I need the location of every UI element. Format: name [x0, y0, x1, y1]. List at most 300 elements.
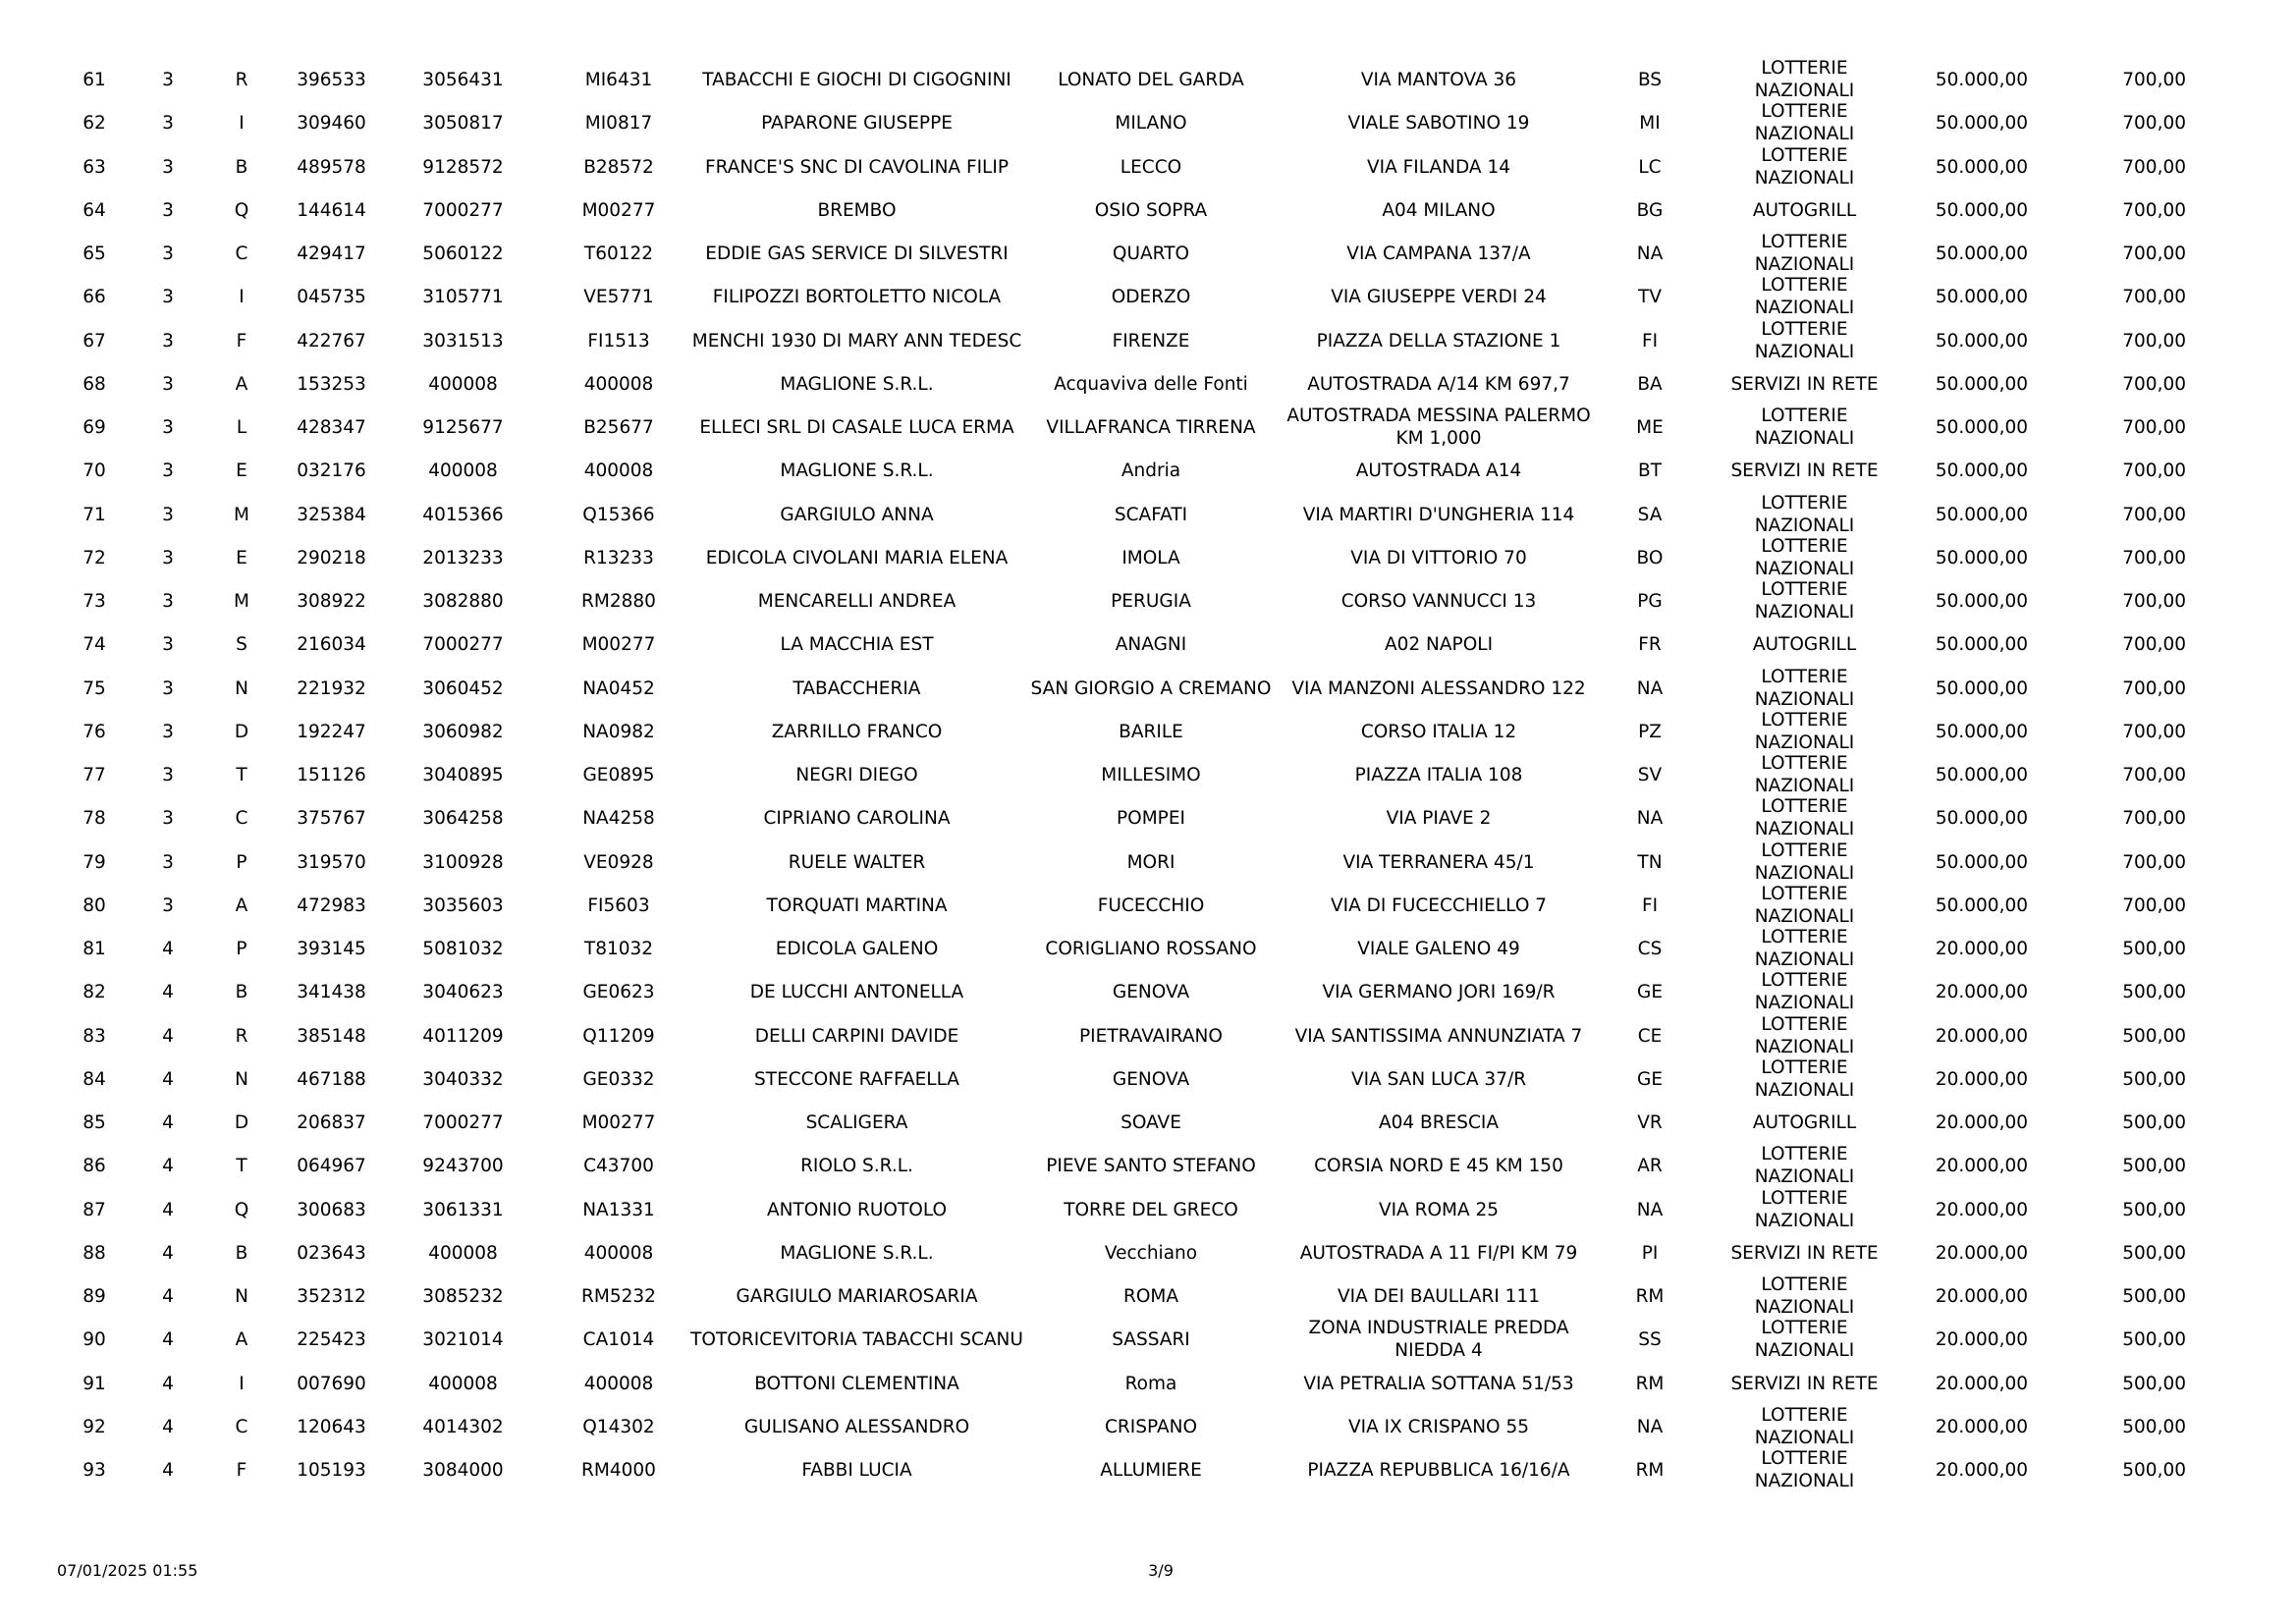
- series-cell: A: [235, 1328, 248, 1350]
- city-cell: GENOVA: [1112, 1068, 1190, 1090]
- province-cell: SS: [1638, 1328, 1662, 1350]
- address-cell: VIA GIUSEPPE VERDI 24: [1331, 286, 1547, 307]
- ticket-number-cell: 300683: [297, 1199, 366, 1220]
- city-cell: MILANO: [1115, 112, 1187, 134]
- address-cell: CORSO VANNUCCI 13: [1340, 590, 1537, 612]
- row-number-cell: 63: [82, 156, 106, 178]
- commission-cell: 500,00: [2122, 938, 2186, 959]
- address-cell: VIALE GALENO 49: [1357, 938, 1520, 959]
- retailer-id-cell: 400008: [428, 373, 498, 395]
- retailer-id-cell: 3060452: [422, 677, 504, 699]
- row-number-cell: 73: [82, 590, 106, 612]
- address-cell: VIA DEI BAULLARI 111: [1337, 1285, 1540, 1307]
- retailer-name-cell: ANTONIO RUOTOLO: [766, 1199, 948, 1220]
- province-cell: LC: [1638, 156, 1662, 178]
- prize-amount-cell: 50.000,00: [1935, 330, 2028, 352]
- ticket-number-cell: 472983: [297, 894, 366, 916]
- group-cell: 3: [162, 677, 174, 699]
- channel-type-cell: LOTTERIE NAZIONALI: [1754, 101, 1855, 144]
- address-cell: A02 NAPOLI: [1384, 633, 1494, 655]
- series-cell: N: [235, 1068, 248, 1090]
- ticket-number-cell: 216034: [297, 633, 366, 655]
- prize-amount-cell: 50.000,00: [1935, 590, 2028, 612]
- channel-type-cell: SERVIZI IN RETE: [1730, 1242, 1879, 1264]
- commission-cell: 500,00: [2122, 1068, 2186, 1090]
- table-row: [0, 710, 2296, 753]
- city-cell: SOAVE: [1121, 1111, 1181, 1133]
- province-cell: SV: [1637, 764, 1663, 785]
- retailer-code-cell: 400008: [583, 373, 654, 395]
- commission-cell: 500,00: [2122, 1459, 2186, 1481]
- province-cell: GE: [1636, 1068, 1664, 1090]
- retailer-id-cell: 4011209: [422, 1025, 504, 1047]
- ticket-number-cell: 325384: [297, 504, 366, 525]
- city-cell: IMOLA: [1121, 547, 1180, 568]
- table-row: [0, 1188, 2296, 1231]
- ticket-number-cell: 045735: [297, 286, 366, 307]
- row-number-cell: 93: [82, 1459, 106, 1481]
- series-cell: N: [235, 1285, 248, 1307]
- table-row: [0, 1405, 2296, 1448]
- row-number-cell: 64: [82, 199, 106, 221]
- address-cell: AUTOSTRADA MESSINA PALERMO KM 1,000: [1286, 406, 1591, 449]
- retailer-id-cell: 3050817: [422, 112, 504, 134]
- series-cell: R: [235, 69, 248, 90]
- province-cell: CS: [1637, 938, 1663, 959]
- group-cell: 4: [162, 1068, 174, 1090]
- series-cell: F: [236, 330, 247, 352]
- province-cell: BO: [1636, 547, 1664, 568]
- prize-amount-cell: 20.000,00: [1935, 1155, 2028, 1176]
- group-cell: 3: [162, 764, 174, 785]
- ticket-number-cell: 064967: [297, 1155, 366, 1176]
- series-cell: E: [236, 547, 247, 568]
- province-cell: FR: [1638, 633, 1662, 655]
- group-cell: 3: [162, 69, 174, 90]
- ticket-number-cell: 225423: [297, 1328, 366, 1350]
- ticket-number-cell: 467188: [297, 1068, 366, 1090]
- retailer-name-cell: RUELE WALTER: [788, 851, 926, 873]
- row-number-cell: 91: [82, 1373, 106, 1394]
- ticket-number-cell: 393145: [297, 938, 366, 959]
- retailer-name-cell: MENCHI 1930 DI MARY ANN TEDESC: [691, 330, 1022, 352]
- retailer-code-cell: B28572: [583, 156, 654, 178]
- retailer-code-cell: M00277: [581, 633, 656, 655]
- table-row: [0, 58, 2296, 101]
- province-cell: NA: [1636, 807, 1664, 829]
- retailer-code-cell: GE0332: [582, 1068, 655, 1090]
- prize-amount-cell: 50.000,00: [1935, 199, 2028, 221]
- ticket-number-cell: 105193: [297, 1459, 366, 1481]
- row-number-cell: 82: [82, 981, 106, 1002]
- address-cell: VIA MANTOVA 36: [1360, 69, 1517, 90]
- table-row: [0, 927, 2296, 970]
- retailer-name-cell: MENCARELLI ANDREA: [757, 590, 957, 612]
- ticket-number-cell: 428347: [297, 416, 366, 438]
- channel-type-cell: LOTTERIE NAZIONALI: [1754, 1448, 1855, 1491]
- table-row: [0, 1014, 2296, 1057]
- table-row: [0, 101, 2296, 144]
- city-cell: Andria: [1121, 460, 1181, 481]
- province-cell: TV: [1638, 286, 1662, 307]
- ticket-number-cell: 396533: [297, 69, 366, 90]
- retailer-id-cell: 3084000: [422, 1459, 504, 1481]
- retailer-id-cell: 7000277: [422, 1111, 504, 1133]
- retailer-name-cell: NEGRI DIEGO: [795, 764, 918, 785]
- group-cell: 4: [162, 1285, 174, 1307]
- ticket-number-cell: 319570: [297, 851, 366, 873]
- retailer-id-cell: 3085232: [422, 1285, 504, 1307]
- commission-cell: 500,00: [2122, 1111, 2186, 1133]
- retailer-name-cell: TABACCHERIA: [793, 677, 921, 699]
- retailer-name-cell: BREMBO: [817, 199, 897, 221]
- group-cell: 4: [162, 1155, 174, 1176]
- prize-amount-cell: 20.000,00: [1935, 1199, 2028, 1220]
- commission-cell: 500,00: [2122, 1155, 2186, 1176]
- commission-cell: 500,00: [2122, 1242, 2186, 1264]
- address-cell: VIA DI VITTORIO 70: [1350, 547, 1527, 568]
- row-number-cell: 83: [82, 1025, 106, 1047]
- table-row: [0, 753, 2296, 796]
- retailer-id-cell: 400008: [428, 1373, 498, 1394]
- series-cell: T: [236, 1155, 247, 1176]
- address-cell: PIAZZA REPUBBLICA 16/16/A: [1307, 1459, 1570, 1481]
- province-cell: RM: [1635, 1373, 1665, 1394]
- address-cell: CORSIA NORD E 45 KM 150: [1314, 1155, 1563, 1176]
- ticket-number-cell: 489578: [297, 156, 366, 178]
- channel-type-cell: LOTTERIE NAZIONALI: [1754, 710, 1855, 753]
- commission-cell: 700,00: [2122, 547, 2186, 568]
- retailer-id-cell: 4014302: [422, 1416, 504, 1437]
- retailer-id-cell: 3040623: [422, 981, 504, 1002]
- channel-type-cell: LOTTERIE NAZIONALI: [1754, 319, 1855, 362]
- commission-cell: 700,00: [2122, 851, 2186, 873]
- address-cell: VIALE SABOTINO 19: [1347, 112, 1530, 134]
- address-cell: VIA PETRALIA SOTTANA 51/53: [1303, 1373, 1574, 1394]
- channel-type-cell: LOTTERIE NAZIONALI: [1754, 58, 1855, 101]
- province-cell: CE: [1637, 1025, 1663, 1047]
- city-cell: GENOVA: [1112, 981, 1190, 1002]
- commission-cell: 700,00: [2122, 633, 2186, 655]
- address-cell: VIA SAN LUCA 37/R: [1350, 1068, 1527, 1090]
- retailer-name-cell: GARGIULO MARIAROSARIA: [736, 1285, 978, 1307]
- ticket-number-cell: 192247: [297, 721, 366, 742]
- row-number-cell: 89: [82, 1285, 106, 1307]
- prize-amount-cell: 20.000,00: [1935, 1242, 2028, 1264]
- city-cell: QUARTO: [1112, 243, 1190, 264]
- channel-type-cell: LOTTERIE NAZIONALI: [1754, 753, 1855, 796]
- table-row: [0, 1057, 2296, 1101]
- retailer-id-cell: 3035603: [422, 894, 504, 916]
- table-row: [0, 319, 2296, 362]
- retailer-id-cell: 5060122: [422, 243, 504, 264]
- city-cell: SCAFATI: [1114, 504, 1188, 525]
- ticket-number-cell: 120643: [297, 1416, 366, 1437]
- table-row: [0, 275, 2296, 318]
- table-row: [0, 232, 2296, 275]
- retailer-code-cell: 400008: [583, 1242, 654, 1264]
- series-cell: C: [235, 807, 248, 829]
- group-cell: 3: [162, 416, 174, 438]
- city-cell: SASSARI: [1112, 1328, 1190, 1350]
- retailer-id-cell: 5081032: [422, 938, 504, 959]
- retailer-code-cell: FI1513: [587, 330, 650, 352]
- series-cell: S: [236, 633, 247, 655]
- ticket-number-cell: 309460: [297, 112, 366, 134]
- series-cell: A: [235, 894, 248, 916]
- table-row: [0, 623, 2296, 666]
- channel-type-cell: LOTTERIE NAZIONALI: [1754, 406, 1855, 449]
- row-number-cell: 66: [82, 286, 106, 307]
- retailer-id-cell: 3040332: [422, 1068, 504, 1090]
- prize-amount-cell: 50.000,00: [1935, 416, 2028, 438]
- channel-type-cell: LOTTERIE NAZIONALI: [1754, 884, 1855, 927]
- address-cell: AUTOSTRADA A/14 KM 697,7: [1307, 373, 1570, 395]
- prize-amount-cell: 50.000,00: [1935, 547, 2028, 568]
- retailer-name-cell: EDDIE GAS SERVICE DI SILVESTRI: [705, 243, 1009, 264]
- table-row: [0, 1144, 2296, 1187]
- prize-amount-cell: 20.000,00: [1935, 1285, 2028, 1307]
- group-cell: 3: [162, 243, 174, 264]
- retailer-code-cell: M00277: [581, 1111, 656, 1133]
- channel-type-cell: AUTOGRILL: [1752, 633, 1857, 655]
- address-cell: VIA MARTIRI D'UNGHERIA 114: [1302, 504, 1575, 525]
- series-cell: N: [235, 677, 248, 699]
- province-cell: PG: [1637, 590, 1663, 612]
- province-cell: GE: [1636, 981, 1664, 1002]
- commission-cell: 700,00: [2122, 894, 2186, 916]
- channel-type-cell: LOTTERIE NAZIONALI: [1754, 970, 1855, 1013]
- commission-cell: 500,00: [2122, 981, 2186, 1002]
- group-cell: 3: [162, 460, 174, 481]
- group-cell: 4: [162, 938, 174, 959]
- prize-amount-cell: 50.000,00: [1935, 851, 2028, 873]
- retailer-id-cell: 400008: [428, 1242, 498, 1264]
- commission-cell: 700,00: [2122, 807, 2186, 829]
- group-cell: 3: [162, 894, 174, 916]
- group-cell: 3: [162, 504, 174, 525]
- province-cell: BA: [1637, 373, 1663, 395]
- retailer-code-cell: CA1014: [582, 1328, 655, 1350]
- retailer-name-cell: ELLECI SRL DI CASALE LUCA ERMA: [699, 416, 1014, 438]
- ticket-number-cell: 007690: [297, 1373, 366, 1394]
- retailer-name-cell: FILIPOZZI BORTOLETTO NICOLA: [712, 286, 1002, 307]
- retailer-code-cell: Q14302: [582, 1416, 655, 1437]
- city-cell: PIETRAVAIRANO: [1079, 1025, 1223, 1047]
- table-row: [0, 1362, 2296, 1405]
- province-cell: RM: [1635, 1285, 1665, 1307]
- series-cell: D: [234, 721, 249, 742]
- address-cell: PIAZZA DELLA STAZIONE 1: [1316, 330, 1561, 352]
- province-cell: VR: [1637, 1111, 1663, 1133]
- series-cell: B: [235, 156, 248, 178]
- row-number-cell: 71: [82, 504, 106, 525]
- retailer-code-cell: 400008: [583, 1373, 654, 1394]
- city-cell: CORIGLIANO ROSSANO: [1045, 938, 1257, 959]
- commission-cell: 700,00: [2122, 416, 2186, 438]
- prize-amount-cell: 20.000,00: [1935, 1373, 2028, 1394]
- table-row: [0, 884, 2296, 927]
- city-cell: ROMA: [1122, 1285, 1179, 1307]
- retailer-name-cell: FABBI LUCIA: [801, 1459, 912, 1481]
- retailer-id-cell: 3060982: [422, 721, 504, 742]
- address-cell: CORSO ITALIA 12: [1360, 721, 1517, 742]
- prize-amount-cell: 50.000,00: [1935, 504, 2028, 525]
- group-cell: 4: [162, 1416, 174, 1437]
- retailer-id-cell: 3040895: [422, 764, 504, 785]
- city-cell: ANAGNI: [1115, 633, 1187, 655]
- city-cell: ODERZO: [1111, 286, 1191, 307]
- row-number-cell: 79: [82, 851, 106, 873]
- ticket-number-cell: 341438: [297, 981, 366, 1002]
- row-number-cell: 86: [82, 1155, 106, 1176]
- retailer-name-cell: MAGLIONE S.R.L.: [780, 373, 934, 395]
- commission-cell: 700,00: [2122, 504, 2186, 525]
- city-cell: MILLESIMO: [1101, 764, 1201, 785]
- retailer-name-cell: STECCONE RAFFAELLA: [754, 1068, 959, 1090]
- group-cell: 3: [162, 330, 174, 352]
- retailer-id-cell: 3021014: [422, 1328, 504, 1350]
- group-cell: 4: [162, 1328, 174, 1350]
- address-cell: PIAZZA ITALIA 108: [1354, 764, 1523, 785]
- ticket-number-cell: 144614: [297, 199, 366, 221]
- retailer-id-cell: 2013233: [422, 547, 504, 568]
- retailer-code-cell: 400008: [583, 460, 654, 481]
- series-cell: Q: [234, 1199, 249, 1220]
- ticket-number-cell: 385148: [297, 1025, 366, 1047]
- channel-type-cell: AUTOGRILL: [1752, 199, 1857, 221]
- ticket-number-cell: 221932: [297, 677, 366, 699]
- series-cell: F: [236, 1459, 247, 1481]
- province-cell: TN: [1637, 851, 1663, 873]
- channel-type-cell: LOTTERIE NAZIONALI: [1754, 1318, 1855, 1361]
- retailer-name-cell: TOTORICEVITORIA TABACCHI SCANU: [690, 1328, 1023, 1350]
- retailer-id-cell: 4015366: [422, 504, 504, 525]
- retailer-code-cell: MI0817: [584, 112, 653, 134]
- city-cell: FIRENZE: [1112, 330, 1190, 352]
- province-cell: NA: [1636, 677, 1664, 699]
- group-cell: 4: [162, 1025, 174, 1047]
- table-row: [0, 406, 2296, 449]
- ticket-number-cell: 375767: [297, 807, 366, 829]
- channel-type-cell: AUTOGRILL: [1752, 1111, 1857, 1133]
- province-cell: FI: [1641, 330, 1659, 352]
- retailer-code-cell: RM2880: [581, 590, 656, 612]
- prize-amount-cell: 50.000,00: [1935, 69, 2028, 90]
- group-cell: 3: [162, 373, 174, 395]
- footer-timestamp: 07/01/2025 01:55: [57, 1561, 198, 1580]
- group-cell: 4: [162, 1242, 174, 1264]
- series-cell: M: [234, 590, 249, 612]
- retailer-id-cell: 3082880: [422, 590, 504, 612]
- table-row: [0, 362, 2296, 406]
- row-number-cell: 62: [82, 112, 106, 134]
- prize-amount-cell: 50.000,00: [1935, 156, 2028, 178]
- city-cell: POMPEI: [1117, 807, 1185, 829]
- city-cell: ALLUMIERE: [1100, 1459, 1202, 1481]
- row-number-cell: 69: [82, 416, 106, 438]
- prize-amount-cell: 20.000,00: [1935, 1111, 2028, 1133]
- retailer-name-cell: MAGLIONE S.R.L.: [780, 1242, 934, 1264]
- row-number-cell: 87: [82, 1199, 106, 1220]
- province-cell: NA: [1636, 1199, 1664, 1220]
- retailer-id-cell: 3031513: [422, 330, 504, 352]
- group-cell: 3: [162, 851, 174, 873]
- province-cell: NA: [1636, 243, 1664, 264]
- prize-amount-cell: 50.000,00: [1935, 894, 2028, 916]
- table-row: [0, 145, 2296, 189]
- row-number-cell: 78: [82, 807, 106, 829]
- retailer-name-cell: DELLI CARPINI DAVIDE: [754, 1025, 959, 1047]
- retailer-name-cell: FRANCE'S SNC DI CAVOLINA FILIP: [705, 156, 1009, 178]
- retailer-id-cell: 7000277: [422, 633, 504, 655]
- address-cell: VIA FILANDA 14: [1367, 156, 1510, 178]
- retailer-code-cell: VE5771: [583, 286, 654, 307]
- retailer-code-cell: NA4258: [582, 807, 655, 829]
- commission-cell: 700,00: [2122, 373, 2186, 395]
- channel-type-cell: LOTTERIE NAZIONALI: [1754, 840, 1855, 884]
- city-cell: Vecchiano: [1104, 1242, 1198, 1264]
- table-row: [0, 970, 2296, 1013]
- retailer-id-cell: 9243700: [422, 1155, 504, 1176]
- series-cell: R: [235, 1025, 248, 1047]
- channel-type-cell: LOTTERIE NAZIONALI: [1754, 1405, 1855, 1448]
- retailer-code-cell: NA0982: [582, 721, 655, 742]
- prize-amount-cell: 50.000,00: [1935, 286, 2028, 307]
- retailer-code-cell: C43700: [583, 1155, 654, 1176]
- table-row: [0, 840, 2296, 884]
- retailer-code-cell: T81032: [583, 938, 654, 959]
- group-cell: 3: [162, 547, 174, 568]
- city-cell: BARILE: [1119, 721, 1183, 742]
- table-row: [0, 1231, 2296, 1274]
- province-cell: RM: [1635, 1459, 1665, 1481]
- group-cell: 3: [162, 156, 174, 178]
- prize-amount-cell: 50.000,00: [1935, 112, 2028, 134]
- commission-cell: 700,00: [2122, 243, 2186, 264]
- city-cell: LECCO: [1120, 156, 1182, 178]
- table-row: [0, 1318, 2296, 1361]
- province-cell: BT: [1638, 460, 1662, 481]
- retailer-code-cell: B25677: [583, 416, 654, 438]
- retailer-code-cell: R13233: [583, 547, 654, 568]
- province-cell: NA: [1636, 1416, 1664, 1437]
- city-cell: MORI: [1126, 851, 1175, 873]
- province-cell: FI: [1641, 894, 1659, 916]
- retailer-name-cell: EDICOLA GALENO: [775, 938, 939, 959]
- retailer-id-cell: 3100928: [422, 851, 504, 873]
- retailer-code-cell: VE0928: [583, 851, 654, 873]
- channel-type-cell: LOTTERIE NAZIONALI: [1754, 927, 1855, 970]
- row-number-cell: 67: [82, 330, 106, 352]
- province-cell: AR: [1637, 1155, 1663, 1176]
- address-cell: AUTOSTRADA A 11 FI/PI KM 79: [1299, 1242, 1578, 1264]
- address-cell: VIA MANZONI ALESSANDRO 122: [1291, 677, 1586, 699]
- address-cell: A04 MILANO: [1382, 199, 1496, 221]
- address-cell: AUTOSTRADA A14: [1355, 460, 1522, 481]
- row-number-cell: 77: [82, 764, 106, 785]
- retailer-name-cell: RIOLO S.R.L.: [800, 1155, 913, 1176]
- channel-type-cell: LOTTERIE NAZIONALI: [1754, 493, 1855, 536]
- city-cell: PERUGIA: [1111, 590, 1191, 612]
- table-row: [0, 1274, 2296, 1318]
- table-row: [0, 493, 2296, 536]
- retailer-name-cell: MAGLIONE S.R.L.: [780, 460, 934, 481]
- city-cell: PIEVE SANTO STEFANO: [1046, 1155, 1256, 1176]
- city-cell: TORRE DEL GRECO: [1064, 1199, 1238, 1220]
- address-cell: VIA ROMA 25: [1378, 1199, 1500, 1220]
- prize-amount-cell: 50.000,00: [1935, 721, 2028, 742]
